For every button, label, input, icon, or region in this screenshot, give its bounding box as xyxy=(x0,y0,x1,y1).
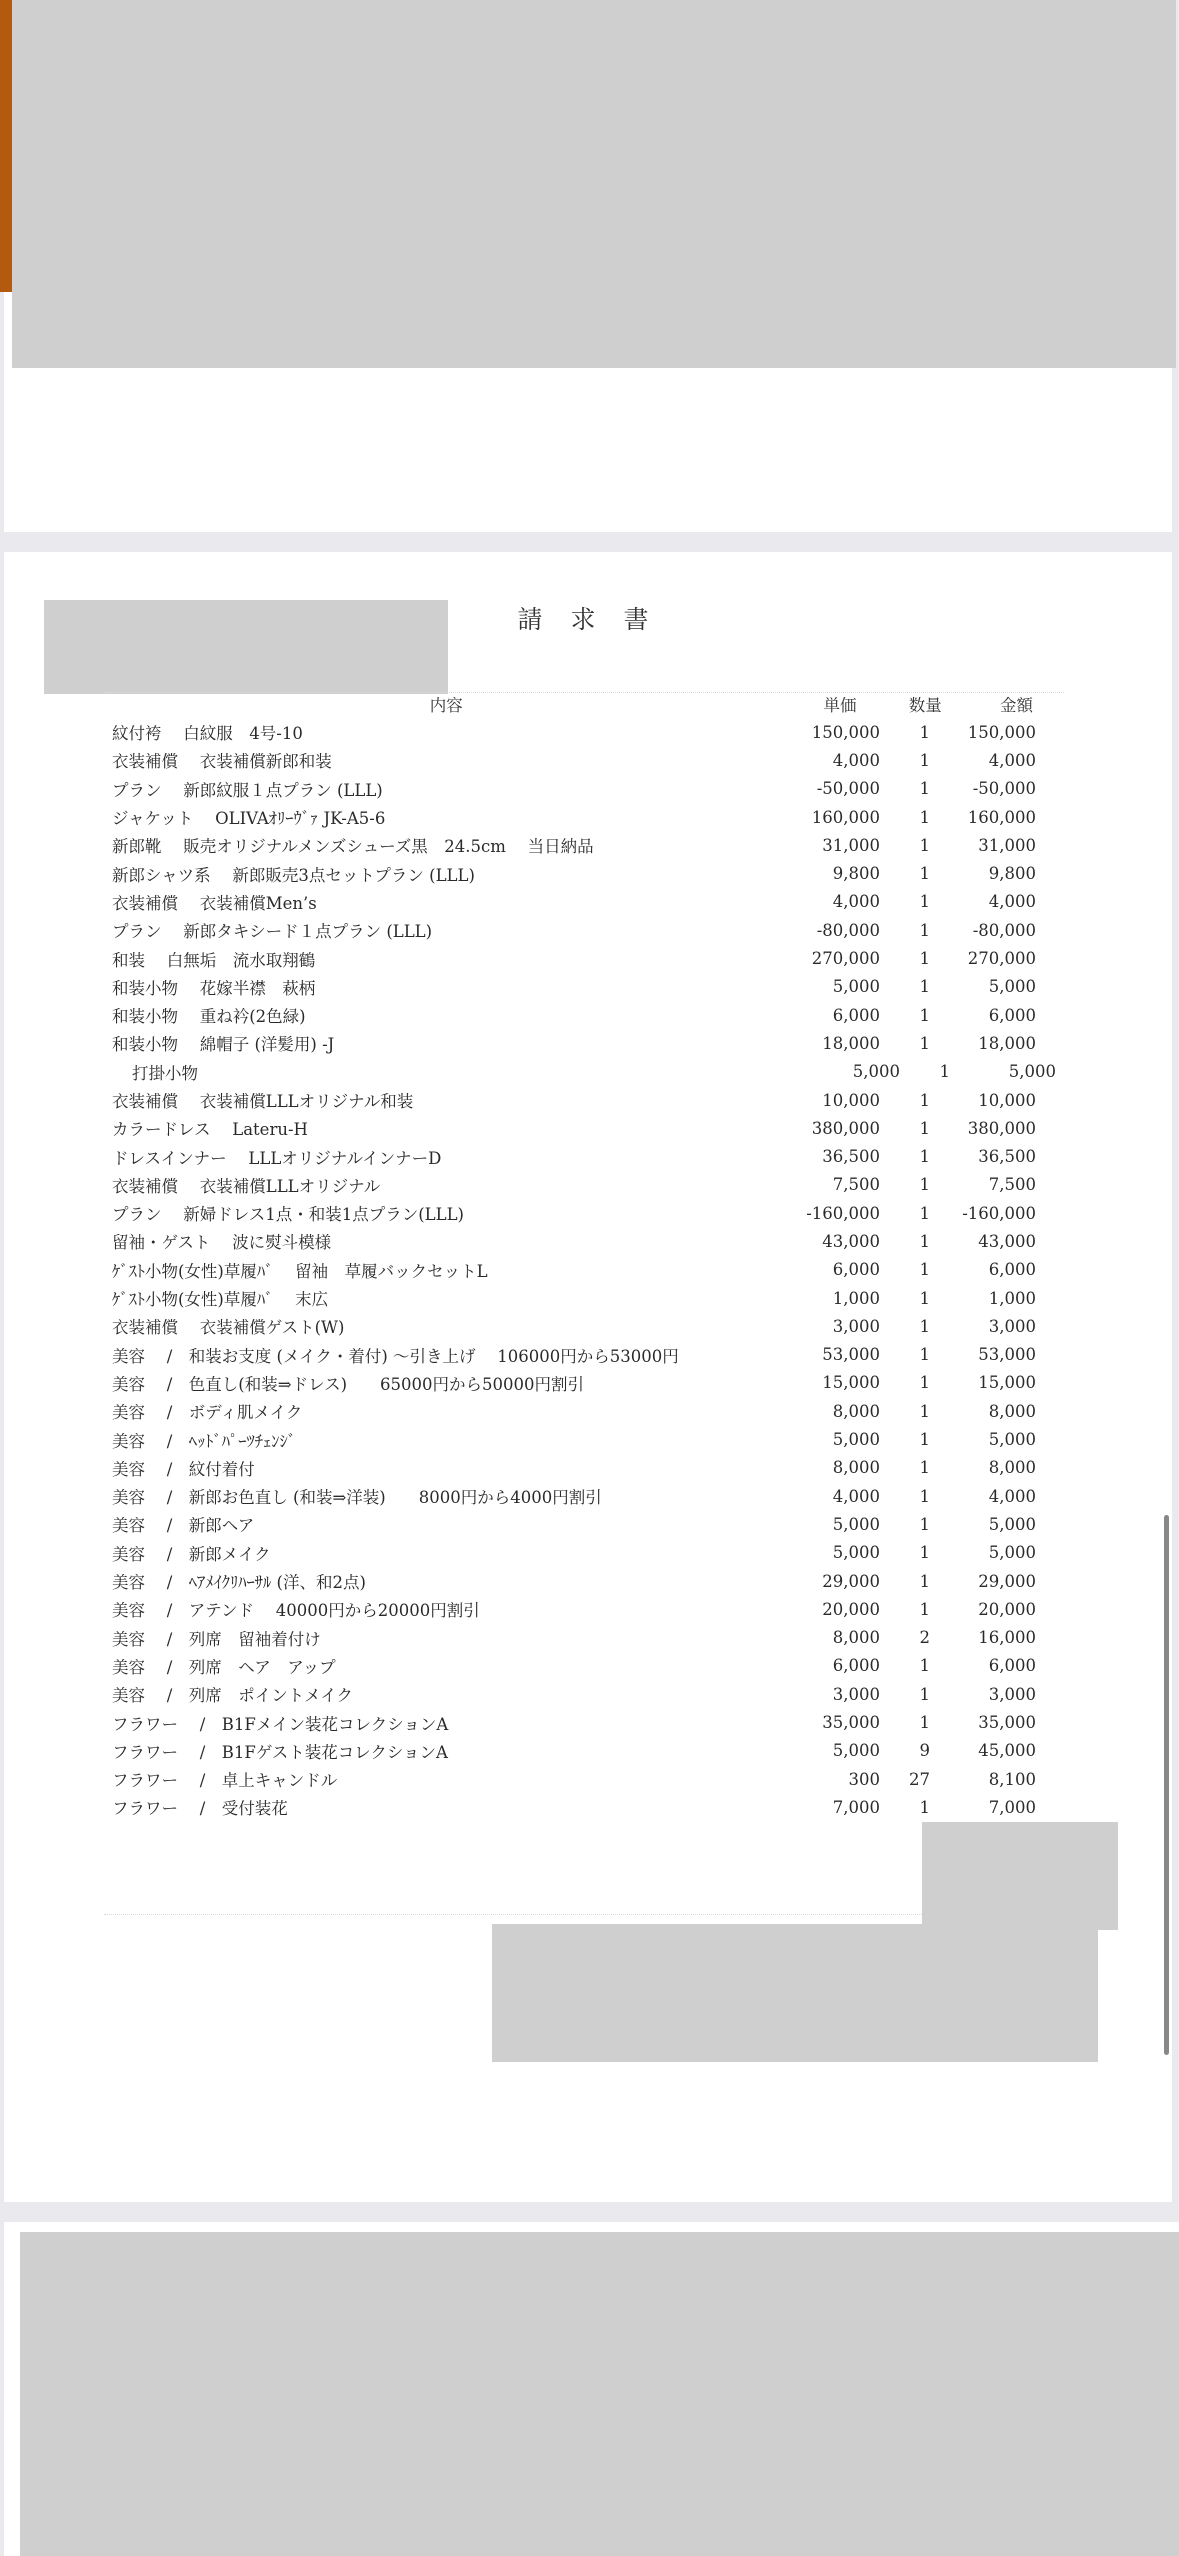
row-amount: 6,000 xyxy=(988,1260,1036,1280)
row-quantity: 1 xyxy=(919,1797,930,1817)
row-description: 美容 / 和装お支度 (メイク・着付) 〜引き上げ 106000円から53000円 xyxy=(112,1346,679,1366)
row-description: 美容 / 列席 ヘア アップ xyxy=(112,1657,336,1677)
table-row xyxy=(112,1737,1058,1765)
row-quantity: 1 xyxy=(919,1175,930,1195)
row-description: フラワー / 受付装花 xyxy=(112,1799,288,1819)
table-row xyxy=(112,746,1058,774)
table-row xyxy=(112,1510,1058,1538)
row-quantity: 1 xyxy=(919,1288,930,1308)
row-unit-price: 5,000 xyxy=(832,977,880,997)
table-row xyxy=(112,859,1058,887)
row-description: 紋付袴 白紋服 4号-10 xyxy=(112,724,303,744)
row-unit-price: 15,000 xyxy=(822,1373,880,1393)
table-row xyxy=(112,916,1058,944)
header-description: 内容 xyxy=(429,696,463,715)
table-row xyxy=(112,831,1058,859)
row-amount: 31,000 xyxy=(978,835,1036,855)
row-unit-price: 6,000 xyxy=(832,1656,880,1676)
row-description: フラワー / B1Fメイン装花コレクションA xyxy=(112,1714,449,1734)
table-row xyxy=(112,1680,1058,1708)
row-unit-price: 5,000 xyxy=(832,1741,880,1761)
row-amount: 45,000 xyxy=(978,1741,1036,1761)
table-row xyxy=(112,1341,1058,1369)
table-row xyxy=(112,1058,1058,1086)
table-row xyxy=(112,1595,1058,1623)
row-description: 新郎靴 販売オリジナルメンズシューズ黒 24.5cm 当日納品 xyxy=(112,837,594,857)
row-amount: 8,000 xyxy=(988,1401,1036,1421)
row-unit-price: 160,000 xyxy=(811,807,880,827)
table-row xyxy=(112,1567,1058,1595)
dotted-guide-line xyxy=(104,1914,1064,1915)
table-body xyxy=(112,718,1058,1822)
row-amount: -80,000 xyxy=(972,920,1036,940)
table-row xyxy=(112,1765,1058,1793)
row-unit-price: 300 xyxy=(848,1769,880,1789)
row-amount: 4,000 xyxy=(988,892,1036,912)
row-unit-price: 8,000 xyxy=(832,1458,880,1478)
row-unit-price: -160,000 xyxy=(806,1203,880,1223)
row-quantity: 1 xyxy=(919,1005,930,1025)
row-quantity: 1 xyxy=(919,779,930,799)
row-quantity: 1 xyxy=(919,835,930,855)
row-description: 美容 / ボディ肌メイク xyxy=(112,1403,303,1423)
row-unit-price: 53,000 xyxy=(822,1345,880,1365)
row-amount: 7,500 xyxy=(988,1175,1036,1195)
row-amount: 6,000 xyxy=(988,1656,1036,1676)
row-description: 美容 / 新郎メイク xyxy=(112,1544,271,1564)
row-quantity: 1 xyxy=(919,864,930,884)
row-description: 美容 / 紋付着付 xyxy=(112,1459,255,1479)
row-amount: 36,500 xyxy=(978,1147,1036,1167)
row-quantity: 1 xyxy=(919,1231,930,1251)
table-row xyxy=(112,718,1058,746)
row-quantity: 2 xyxy=(919,1628,930,1648)
row-description: 新郎シャツ系 新郎販売3点セットプラン (LLL) xyxy=(112,865,475,885)
row-description: プラン 新婦ドレス1点・和装1点プラン(LLL) xyxy=(112,1205,464,1225)
row-description: 美容 / 色直し(和装⇒ドレス) 65000円から50000円割引 xyxy=(112,1374,584,1394)
row-amount: 4,000 xyxy=(988,1486,1036,1506)
row-unit-price: 5,000 xyxy=(852,1062,900,1082)
row-description: 衣装補償 衣装補償LLLオリジナル和装 xyxy=(112,1092,414,1111)
row-quantity: 1 xyxy=(919,1090,930,1110)
row-description: ドレスインナー LLLオリジナルインナーD xyxy=(112,1148,442,1168)
invoice-page[interactable] xyxy=(4,552,1172,2202)
row-amount: 1,000 xyxy=(988,1288,1036,1308)
row-unit-price: 270,000 xyxy=(811,949,880,969)
row-unit-price: 5,000 xyxy=(832,1543,880,1563)
row-unit-price: 7,000 xyxy=(832,1797,880,1817)
row-quantity: 1 xyxy=(919,1147,930,1167)
row-quantity: 1 xyxy=(919,1203,930,1223)
row-amount: 29,000 xyxy=(978,1571,1036,1591)
row-description: 打掛小物 xyxy=(132,1063,198,1083)
row-description: 衣装補償 衣装補償ゲスト(W) xyxy=(112,1318,345,1338)
row-quantity: 1 xyxy=(919,1571,930,1591)
row-amount: 9,800 xyxy=(988,864,1036,884)
row-quantity: 1 xyxy=(919,1713,930,1733)
row-unit-price: 3,000 xyxy=(832,1684,880,1704)
row-description: 和装小物 重ね衿(2色緑) xyxy=(112,1007,306,1027)
row-quantity: 1 xyxy=(919,1316,930,1336)
table-row xyxy=(112,1284,1058,1312)
row-description: カラードレス Lateru-H xyxy=(112,1120,308,1140)
row-amount: 20,000 xyxy=(978,1599,1036,1619)
row-quantity: 1 xyxy=(919,1430,930,1450)
row-description: 留袖・ゲスト 波に熨斗模様 xyxy=(112,1233,332,1253)
row-amount: 8,000 xyxy=(988,1458,1036,1478)
row-quantity: 1 xyxy=(919,722,930,742)
table-row xyxy=(112,888,1058,916)
row-description: プラン 新郎紋服１点プラン (LLL) xyxy=(112,780,383,800)
table-row xyxy=(112,1227,1058,1255)
table-row xyxy=(112,1539,1058,1567)
redacted-area-top xyxy=(12,0,1176,368)
row-quantity: 1 xyxy=(919,1373,930,1393)
row-description: 衣装補償 衣装補償LLLオリジナル xyxy=(112,1176,381,1196)
row-quantity: 9 xyxy=(919,1741,930,1761)
row-unit-price: 6,000 xyxy=(832,1260,880,1280)
redacted-area-bottom xyxy=(20,2232,1179,2556)
row-unit-price: 3,000 xyxy=(832,1316,880,1336)
row-amount: 8,100 xyxy=(988,1769,1036,1789)
row-quantity: 1 xyxy=(919,977,930,997)
table-row xyxy=(112,1793,1058,1821)
row-amount: 53,000 xyxy=(978,1345,1036,1365)
row-amount: -50,000 xyxy=(972,779,1036,799)
row-amount: 35,000 xyxy=(978,1713,1036,1733)
row-amount: 3,000 xyxy=(988,1684,1036,1704)
row-unit-price: 10,000 xyxy=(822,1090,880,1110)
row-unit-price: 7,500 xyxy=(832,1175,880,1195)
row-description: ｹﾞｽﾄ小物(女性)草履ﾊﾞ 留袖 草履バックセットL xyxy=(112,1261,488,1281)
row-amount: 5,000 xyxy=(988,1430,1036,1450)
row-quantity: 1 xyxy=(919,1118,930,1138)
table-row xyxy=(112,1114,1058,1142)
row-unit-price: 36,500 xyxy=(822,1147,880,1167)
previous-page-card xyxy=(4,0,1172,532)
row-description: プラン 新郎タキシード１点プラン (LLL) xyxy=(112,922,433,942)
table-row xyxy=(112,1369,1058,1397)
table-row xyxy=(112,1482,1058,1510)
row-quantity: 1 xyxy=(919,1260,930,1280)
row-description: 美容 / アテンド 40000円から20000円割引 xyxy=(112,1601,480,1621)
table-row xyxy=(112,1425,1058,1453)
row-description: 美容 / ﾍｯﾄﾞﾊﾟｰﾂﾁｪﾝｼﾞ xyxy=(112,1431,297,1451)
row-quantity: 1 xyxy=(919,1656,930,1676)
table-row xyxy=(112,944,1058,972)
table-row xyxy=(112,1454,1058,1482)
table-header-row xyxy=(112,690,1058,718)
row-description: 和装 白無垢 流水取翔鶴 xyxy=(112,950,316,970)
row-unit-price: 380,000 xyxy=(811,1118,880,1138)
row-amount: 5,000 xyxy=(988,1514,1036,1534)
row-amount: 5,000 xyxy=(988,1543,1036,1563)
table-row xyxy=(112,973,1058,1001)
table-row xyxy=(112,1001,1058,1029)
row-unit-price: 4,000 xyxy=(832,892,880,912)
row-amount: 5,000 xyxy=(988,977,1036,997)
row-description: 和装小物 花嫁半襟 萩柄 xyxy=(112,978,316,998)
row-unit-price: 4,000 xyxy=(832,1486,880,1506)
table-row xyxy=(112,1171,1058,1199)
window-edge-accent xyxy=(0,0,12,292)
redacted-footer-block xyxy=(492,1924,1098,2062)
row-description: 美容 / 新郎ヘア xyxy=(112,1516,255,1536)
row-unit-price: -80,000 xyxy=(816,920,880,940)
row-quantity: 1 xyxy=(919,1458,930,1478)
row-quantity: 1 xyxy=(919,1033,930,1053)
row-unit-price: 43,000 xyxy=(822,1231,880,1251)
row-amount: -160,000 xyxy=(962,1203,1036,1223)
row-description: 美容 / 列席 ポイントメイク xyxy=(112,1686,353,1706)
invoice-table xyxy=(112,690,1058,1822)
row-amount: 10,000 xyxy=(978,1090,1036,1110)
table-row xyxy=(112,1029,1058,1057)
row-unit-price: 9,800 xyxy=(832,864,880,884)
row-description: 衣装補償 衣装補償Men’s xyxy=(112,893,317,913)
next-page-card xyxy=(4,2222,1179,2556)
table-row xyxy=(112,775,1058,803)
row-quantity: 1 xyxy=(919,1684,930,1704)
header-unit-price: 単価 xyxy=(823,696,857,715)
row-amount: 160,000 xyxy=(967,807,1036,827)
row-quantity: 1 xyxy=(919,807,930,827)
row-unit-price: 150,000 xyxy=(811,722,880,742)
row-quantity: 1 xyxy=(919,1599,930,1619)
row-amount: 6,000 xyxy=(988,1005,1036,1025)
row-description: 美容 / ﾍｱﾒｲｸﾘﾊｰｻﾙ (洋、和2点) xyxy=(112,1573,366,1593)
row-unit-price: 20,000 xyxy=(822,1599,880,1619)
row-description: ｹﾞｽﾄ小物(女性)草履ﾊﾞ 末広 xyxy=(112,1290,329,1310)
row-description: フラワー / 卓上キャンドル xyxy=(112,1771,338,1791)
table-row xyxy=(112,1199,1058,1227)
row-unit-price: 1,000 xyxy=(832,1288,880,1308)
row-quantity: 1 xyxy=(939,1062,950,1082)
row-quantity: 1 xyxy=(919,1543,930,1563)
row-amount: 15,000 xyxy=(978,1373,1036,1393)
row-description: フラワー / B1Fゲスト装花コレクションA xyxy=(112,1742,448,1762)
table-row xyxy=(112,1397,1058,1425)
row-quantity: 27 xyxy=(909,1769,930,1789)
row-description: 和装小物 綿帽子 (洋髪用) -J xyxy=(112,1035,335,1055)
row-quantity: 1 xyxy=(919,920,930,940)
row-unit-price: 6,000 xyxy=(832,1005,880,1025)
row-unit-price: 18,000 xyxy=(822,1033,880,1053)
row-amount: 16,000 xyxy=(978,1628,1036,1648)
row-amount: 4,000 xyxy=(988,750,1036,770)
row-amount: 270,000 xyxy=(967,949,1036,969)
table-row xyxy=(112,1312,1058,1340)
redacted-total-block xyxy=(922,1822,1118,1930)
row-amount: 5,000 xyxy=(1008,1062,1056,1082)
row-unit-price: 8,000 xyxy=(832,1401,880,1421)
row-unit-price: 4,000 xyxy=(832,750,880,770)
header-amount: 金額 xyxy=(999,696,1033,715)
table-row xyxy=(112,1708,1058,1736)
row-quantity: 1 xyxy=(919,1514,930,1534)
row-quantity: 1 xyxy=(919,892,930,912)
row-unit-price: 35,000 xyxy=(822,1713,880,1733)
row-quantity: 1 xyxy=(919,1486,930,1506)
table-row xyxy=(112,1652,1058,1680)
row-quantity: 1 xyxy=(919,949,930,969)
scrollbar[interactable] xyxy=(1164,1515,1169,2055)
row-unit-price: 5,000 xyxy=(832,1514,880,1534)
row-unit-price: 31,000 xyxy=(822,835,880,855)
table-row xyxy=(112,1256,1058,1284)
row-amount: 380,000 xyxy=(967,1118,1036,1138)
row-description: 美容 / 列席 留袖着付け xyxy=(112,1629,321,1649)
row-unit-price: 5,000 xyxy=(832,1430,880,1450)
row-amount: 3,000 xyxy=(988,1316,1036,1336)
row-amount: 43,000 xyxy=(978,1231,1036,1251)
row-amount: 150,000 xyxy=(967,722,1036,742)
row-unit-price: 29,000 xyxy=(822,1571,880,1591)
row-quantity: 1 xyxy=(919,1345,930,1365)
row-quantity: 1 xyxy=(919,1401,930,1421)
table-row xyxy=(112,1142,1058,1170)
row-description: 衣装補償 衣装補償新郎和装 xyxy=(112,752,332,772)
row-description: ジャケット OLIVAｵﾘｰｳﾞｧ JK-A5-6 xyxy=(112,809,386,829)
invoice-title: 請 求 書 xyxy=(517,605,659,634)
row-unit-price: -50,000 xyxy=(816,779,880,799)
row-amount: 18,000 xyxy=(978,1033,1036,1053)
table-row xyxy=(112,1086,1058,1114)
header-quantity: 数量 xyxy=(908,696,942,715)
row-quantity: 1 xyxy=(919,750,930,770)
row-unit-price: 8,000 xyxy=(832,1628,880,1648)
table-row xyxy=(112,803,1058,831)
row-amount: 7,000 xyxy=(988,1797,1036,1817)
table-row xyxy=(112,1624,1058,1652)
row-description: 美容 / 新郎お色直し (和装⇒洋装) 8000円から4000円割引 xyxy=(112,1488,602,1508)
